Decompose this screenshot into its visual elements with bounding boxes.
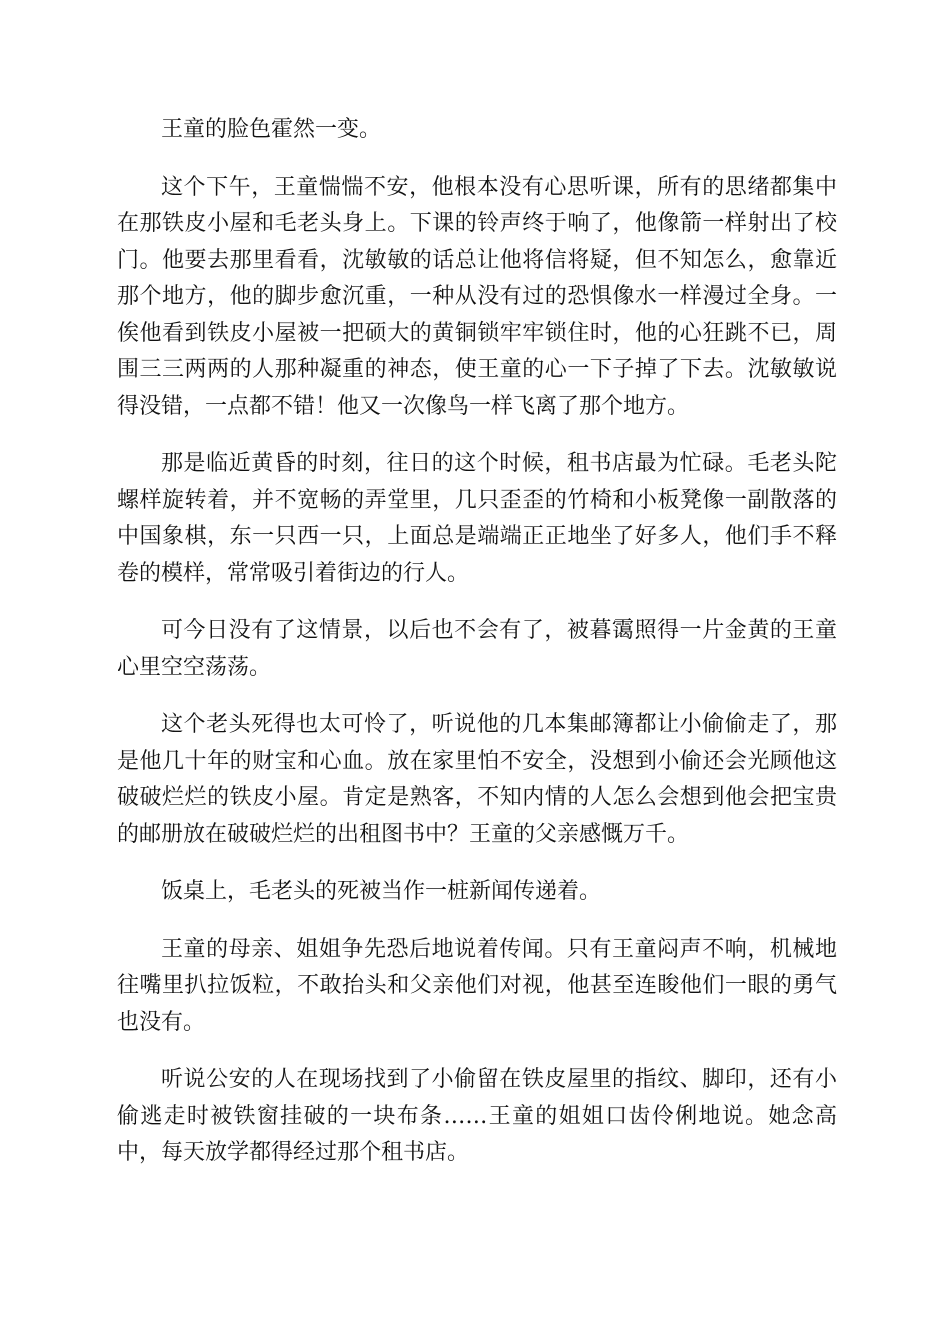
paragraph-4: 可今日没有了这情景，以后也不会有了，被暮霭照得一片金黄的王童心里空空荡荡。: [117, 618, 837, 680]
body-text: [117, 112, 837, 1193]
paragraph-3: 那是临近黄昏的时刻，往日的这个时候，租书店最为忙碌。毛老头陀螺样旋转着，并不宽畅的弄堂里，几只歪歪的竹椅和小板凳像一副散落的中国象棋，东一只西一只，上面总是端端正正地坐了好多人，他们手不释卷的模样，常常吸引着街边的行人。: [117, 451, 837, 586]
paragraph-1: 王童的脸色霍然一变。: [161, 117, 382, 142]
paragraph-6: 饭桌上，毛老头的死被当作一桩新闻传递着。: [161, 879, 602, 904]
paragraph-5: 这个老头死得也太可怜了，听说他的几本集邮簿都让小偷偷走了，那是他几十年的财宝和心血。放在家里怕不安全，没想到小偷还会光顾他这破破烂烂的铁皮小屋。肯定是熟客，不知内情的人怎么会想到他会把宝贵的邮册放在破破烂烂的出租图书中？王童的父亲感慨万千。: [117, 712, 837, 847]
paragraph-7: 王童的母亲、姐姐争先恐后地说着传闻。只有王童闷声不响，机械地往嘴里扒拉饭粒，不敢抬头和父亲他们对视，他甚至连睃他们一眼的勇气也没有。: [117, 936, 837, 1035]
paragraph-8: 听说公安的人在现场找到了小偷留在铁皮屋里的指纹、脚印，还有小偷逃走时被铁窗挂破的一块布条……王童的姐姐口齿伶俐地说。她念高中，每天放学都得经过那个租书店。: [117, 1067, 837, 1165]
paragraph-2: 这个下午，王童惴惴不安，他根本没有心思听课，所有的思绪都集中在那铁皮小屋和毛老头身上。下课的铃声终于响了，他像箭一样射出了校门。他要去那里看看，沈敏敏的话总让他将信将疑，但不知怎么，愈靠近那个地方，他的脚步愈沉重，一种从没有过的恐惧像水一样漫过全身。一俟他看到铁皮小屋被一把硕大的黄铜锁牢牢锁住时，他的心狂跳不已，周围三三两两的人那种凝重的神态，使王童的心一下子掉了下去。沈敏敏说得没错，一点都不错！他又一次像鸟一样飞离了那个地方。: [117, 174, 837, 419]
